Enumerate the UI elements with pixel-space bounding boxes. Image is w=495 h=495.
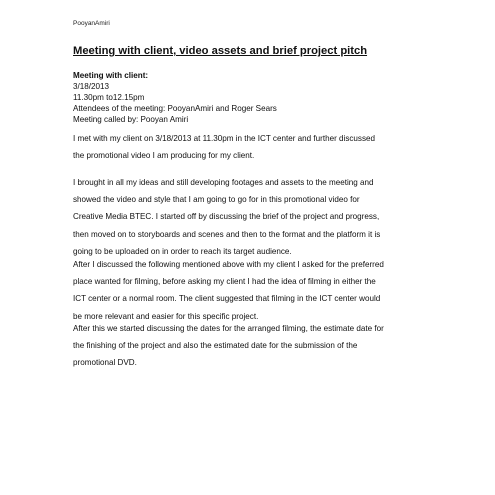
paragraph-line: showed the video and style that I am going to go for in this promotional video for xyxy=(73,195,360,205)
page-header-author: PooyanAmiri xyxy=(73,20,110,27)
paragraph-line: then moved on to storyboards and scenes and then to the format and the platform it is xyxy=(73,229,381,239)
paragraph-line: place wanted for filming, before asking my client I had the idea of filming in either the xyxy=(73,277,376,287)
paragraph-line: the promotional video I am producing for my client. xyxy=(73,151,255,161)
paragraph xyxy=(73,174,380,260)
paragraph xyxy=(73,320,384,372)
meeting-date: 3/18/2013 xyxy=(73,82,110,91)
document-title: Meeting with client, video assets and brief project pitch xyxy=(73,45,368,57)
paragraph-line: I brought in all my ideas and still developing footages and assets to the meeting and xyxy=(73,178,374,187)
paragraph-line: going to be uploaded on in order to reach its target audience. xyxy=(73,246,292,256)
paragraph-line: promotional DVD. xyxy=(73,358,137,368)
paragraph-line: After this we started discussing the dates for the arranged filming, the estimate date for xyxy=(73,324,384,333)
paragraph xyxy=(73,130,375,164)
meeting-time: 11.30pm to12.15pm xyxy=(73,93,145,102)
paragraph xyxy=(73,256,384,325)
paragraph-line: Creative Media BTEC. I started off by discussing the brief of the project and progress, xyxy=(73,212,380,222)
paragraph-line: I met with my client on 3/18/2013 at 11.30pm in the ICT center and further discussed xyxy=(73,134,376,143)
paragraph-line: the finishing of the project and also the estimated date for the submission of the xyxy=(73,341,358,351)
meeting-attendees: Attendees of the meeting: PooyanAmiri and Roger Sears xyxy=(73,104,277,113)
paragraph-line: ICT center or a normal room. The client suggested that filming in the ICT center would xyxy=(73,294,381,304)
paragraph-line: After I discussed the following mentioned above with my client I asked for the preferred xyxy=(73,260,384,269)
meeting-called-by: Meeting called by: Pooyan Amiri xyxy=(73,115,189,124)
paragraph-line: be more relevant and easier for this specific project. xyxy=(73,311,259,321)
meeting-details xyxy=(73,70,277,125)
meeting-heading: Meeting with client: xyxy=(73,71,149,80)
